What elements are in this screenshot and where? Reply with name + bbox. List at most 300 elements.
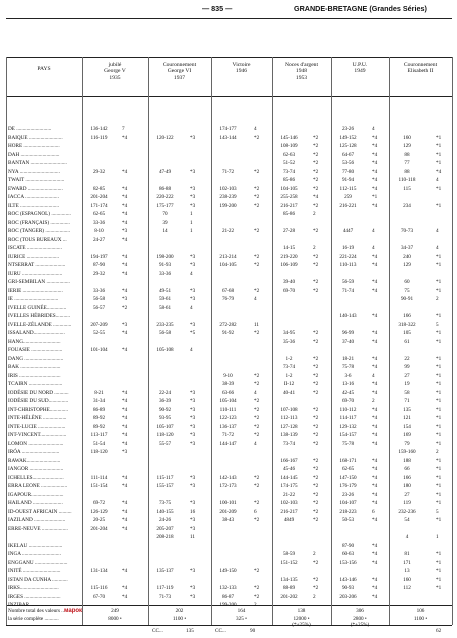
cell-value: 127-128 xyxy=(280,423,298,430)
cell-value: 216-217 xyxy=(280,202,298,209)
cell-value: 149-152 xyxy=(339,134,357,141)
cell-note: *2 xyxy=(313,338,319,345)
cell-value: 213-214 xyxy=(219,253,237,260)
cell-note: 4 xyxy=(436,228,439,234)
cell-value: 147-150 xyxy=(339,474,357,481)
series-price-col5: 2800 • xyxy=(353,616,367,622)
cell-note: *4 xyxy=(372,483,378,489)
country-name: RAWAK.......................... xyxy=(8,457,61,464)
cell-note: *3 xyxy=(190,440,196,447)
column-divider xyxy=(211,57,212,625)
cell-value: 91-94 xyxy=(341,177,355,183)
cell-note: *2 xyxy=(254,517,260,523)
cell-note: *2 xyxy=(313,483,319,489)
series-price-col4: 12000 • xyxy=(293,616,310,622)
cell-note: *3 xyxy=(190,398,196,404)
cell-value: 111-114 xyxy=(90,474,108,481)
country-name: IRÓA ............................. xyxy=(8,449,60,455)
cell-note: *1 xyxy=(436,551,442,557)
cell-note: *3 xyxy=(190,525,196,532)
page-number: — 835 — xyxy=(202,4,233,13)
cell-note: *2 xyxy=(254,194,260,200)
cell-note: *2 xyxy=(313,423,319,430)
cell-note: *4 xyxy=(122,194,128,200)
cell-note: *4 xyxy=(372,576,378,583)
country-name: INZIBAR ......................... xyxy=(8,602,63,608)
cell-value: 27 xyxy=(404,372,410,379)
cell-value: 39 xyxy=(162,219,168,226)
cell-note: *4 xyxy=(313,194,319,200)
cell-value: 51-52 xyxy=(282,160,296,166)
cell-value: 174-175 xyxy=(280,483,298,489)
cell-note: *2 xyxy=(313,177,319,183)
cell-value: 62-65 xyxy=(341,466,355,472)
country-name: IACCA .......................... xyxy=(8,194,59,200)
abbrev-col2-value: 135 xyxy=(186,628,194,634)
cell-value: 33-36 xyxy=(92,287,106,294)
cell-value: 63-66 xyxy=(221,389,235,396)
country-name: HANG............................. xyxy=(8,338,61,345)
cell-note: *4 xyxy=(122,585,128,591)
cell-note: *2 xyxy=(313,508,319,515)
country-name: DE ........................... xyxy=(8,126,52,132)
cell-note: 2 xyxy=(313,245,316,251)
country-name: IVELLE GUINÉE............... xyxy=(8,304,67,311)
cell-value: 143-146 xyxy=(339,576,357,583)
cell-note: *4 xyxy=(122,287,128,294)
cell-value: 14-15 xyxy=(282,245,296,251)
cell-value: 120-122 xyxy=(156,134,174,141)
cell-note: *1 xyxy=(436,372,442,379)
cell-note: *2 xyxy=(254,287,260,294)
cell-note: *2 xyxy=(254,330,260,336)
cell-note: *4 xyxy=(372,185,378,192)
cell-note: *2 xyxy=(254,483,260,489)
total-count-col6: 106 xyxy=(416,608,425,614)
country-name: ISSALAND........................ xyxy=(8,330,65,336)
cell-note: *4 xyxy=(372,355,378,362)
cell-value: 21-22 xyxy=(282,491,296,498)
cell-note: 4 xyxy=(372,372,375,379)
cell-note: *1 xyxy=(436,568,442,574)
cell-note: *2 xyxy=(254,398,260,404)
cell-note: 4 xyxy=(436,245,439,251)
cell-note: *4 xyxy=(122,262,128,268)
cell-note: *4 xyxy=(122,347,128,353)
cell-note: *4 xyxy=(122,432,128,438)
cell-note: *3 xyxy=(190,262,196,268)
cell-value: 102-103 xyxy=(219,185,237,192)
cell-value: 272-282 xyxy=(219,321,237,328)
cell-value: 101-104 xyxy=(90,347,108,353)
cell-value: 56-58 xyxy=(158,330,172,336)
cell-note: *2 xyxy=(313,228,319,234)
cell-note: *1 xyxy=(436,143,442,149)
cell-value: 119 xyxy=(403,500,411,506)
cell-value: 77 xyxy=(404,160,410,166)
cell-value: 194-197 xyxy=(90,253,108,260)
cell-value: 4447 xyxy=(342,228,354,234)
cell-value: 55-57 xyxy=(158,440,172,447)
cell-value: 42-45 xyxy=(341,389,355,396)
cell-value: 13-16 xyxy=(341,381,355,387)
cell-value: 121 xyxy=(403,415,411,421)
cell-note: *2 xyxy=(313,134,319,141)
cell-note: *3 xyxy=(190,253,196,260)
cell-note: *2 xyxy=(313,466,319,472)
cell-value: 129 xyxy=(403,262,411,268)
cell-value: 9-10 xyxy=(223,372,233,379)
cell-note: *1 xyxy=(436,185,442,192)
cell-value: 58-59 xyxy=(282,551,296,557)
cell-note: 11 xyxy=(190,534,195,540)
cell-value: 113-117 xyxy=(90,432,108,438)
cell-value: 85-86 xyxy=(282,211,296,217)
cell-note: *4 xyxy=(122,508,128,515)
cell-value: 218-223 xyxy=(339,508,357,515)
country-name: ENGGANU ......................... xyxy=(8,559,68,566)
cell-note: *1 xyxy=(436,576,442,583)
cell-note: *2 xyxy=(254,585,260,591)
cell-value: 86-89 xyxy=(92,406,106,413)
cell-note: *4 xyxy=(122,440,128,447)
cell-value: 23-26 xyxy=(341,126,355,132)
cell-value: 117-119 xyxy=(156,585,174,591)
cell-note: *3 xyxy=(190,432,196,438)
cell-note: *2 xyxy=(254,202,260,209)
country-name: ID-OUEST AFRICAIN .......... xyxy=(8,508,72,515)
cell-value: 73-74 xyxy=(282,168,296,175)
cell-value: 135-137 xyxy=(156,568,174,574)
cell-note: *4 xyxy=(372,177,378,183)
cell-note: *4 xyxy=(372,542,378,549)
cell-note: *3 xyxy=(190,423,196,430)
cell-note: 2 xyxy=(313,551,316,557)
cell-value: 71-72 xyxy=(221,168,235,175)
cell-value: 129 xyxy=(403,143,411,149)
header-victoire: Victoire 1946 xyxy=(232,62,251,75)
cell-value: 105-104 xyxy=(219,398,237,404)
cell-value: 96-99 xyxy=(341,330,355,336)
cell-note: *4 xyxy=(122,211,128,217)
cell-note: *4 xyxy=(372,143,378,149)
cell-note: *4 xyxy=(122,330,128,336)
header-noces-argent: Noces d'argent 1948 1953 xyxy=(284,62,319,81)
cell-value: 232-236 xyxy=(398,508,416,515)
country-name: IURICE ......................... xyxy=(8,253,60,260)
cell-value: 61 xyxy=(404,338,410,345)
cell-note: *4 xyxy=(122,500,128,506)
cell-note: *3 xyxy=(190,296,196,302)
cell-note: *2 xyxy=(313,253,319,260)
cell-note: *4 xyxy=(122,423,128,430)
cell-note: *2 xyxy=(254,228,260,234)
cell-value: 20-25 xyxy=(92,517,106,523)
cell-note: *1 xyxy=(436,440,442,447)
cell-value: 91-93 xyxy=(158,262,172,268)
cell-note: *1 xyxy=(436,491,442,498)
abbrev-col6-value: 62 xyxy=(436,628,442,634)
cell-value: 129-132 xyxy=(339,423,357,430)
cell-value: 155-157 xyxy=(156,483,174,489)
cell-value: 122-123 xyxy=(219,415,237,421)
cell-note: 4 xyxy=(254,126,257,132)
abbrev-col3-value: 90 xyxy=(250,628,256,634)
cell-value: 201-209 xyxy=(219,508,237,515)
cell-note: *4 xyxy=(122,593,128,600)
cell-value: 8-10 xyxy=(94,228,104,234)
cell-note: *4 xyxy=(122,415,128,421)
cell-note: *2 xyxy=(313,202,319,209)
cell-note: *2 xyxy=(313,364,319,370)
cell-note: *2 xyxy=(254,168,260,175)
cell-value: 144-147 xyxy=(219,440,237,447)
cell-note: *4 xyxy=(372,134,378,141)
cell-note: *2 xyxy=(254,593,260,600)
cell-value: 87-90 xyxy=(341,542,355,549)
cell-value: 110-113 xyxy=(339,262,357,268)
cell-note: *4 xyxy=(372,559,378,566)
cell-note: 4 xyxy=(254,296,257,302)
top-rule xyxy=(6,18,452,19)
cell-value: 174-177 xyxy=(219,126,237,132)
complete-series-label: la série complète ........... xyxy=(8,616,59,622)
cell-note: *4 xyxy=(372,168,378,175)
column-divider xyxy=(389,57,390,625)
cell-note: *4 xyxy=(372,440,378,447)
country-name: GRI-SEMBILAN .................. xyxy=(8,279,70,285)
cell-value: 14 xyxy=(162,228,168,234)
cell-note: 11 xyxy=(254,321,259,328)
cell-note: *2 xyxy=(254,185,260,192)
cell-note: *4 xyxy=(372,500,378,506)
cell-value: 23-26 xyxy=(341,491,355,498)
cell-value: 62-63 xyxy=(282,151,296,158)
cell-value: 105-108 xyxy=(156,347,174,353)
cell-value: 75-78 xyxy=(341,364,355,370)
cell-value: 169 xyxy=(403,432,411,438)
cell-note: *4 xyxy=(372,262,378,268)
cell-value: 50-53 xyxy=(341,517,355,523)
cell-note: *3 xyxy=(190,593,196,600)
cell-value: 118-120 xyxy=(90,449,108,455)
cell-note: *2 xyxy=(313,440,319,447)
cell-note: *3 xyxy=(190,185,196,192)
country-name: HORE ............................ xyxy=(8,143,60,149)
country-name: INTE-LUCIE ..................... xyxy=(8,423,66,430)
cell-note: *4 xyxy=(372,423,378,430)
cell-value: 67-70 xyxy=(92,593,106,600)
cell-value: 38-43 xyxy=(221,517,235,523)
country-name: ROC (ESPAGNOL) ............... xyxy=(8,211,71,217)
cell-note: *1 xyxy=(436,406,442,413)
country-name: ROC (FRANÇAIS) ............... xyxy=(8,219,70,226)
cell-note: *3 xyxy=(190,483,196,489)
country-name: IODÉSIE DU SUD............... xyxy=(8,398,69,404)
cell-value: 91-92 xyxy=(221,330,235,336)
cell-value: 71-72 xyxy=(221,432,235,438)
country-name: IGAPOUR......................... xyxy=(8,491,64,498)
cell-value: 108-109 xyxy=(280,143,298,149)
country-name: IKELAU .......................... xyxy=(8,542,63,549)
cell-note: *4 xyxy=(372,160,378,166)
country-name: LOMON ........................... xyxy=(8,440,64,447)
cell-note: *4 xyxy=(122,236,128,243)
cell-value: 88 xyxy=(404,168,410,175)
cell-value: 31-34 xyxy=(92,398,106,404)
cell-note: *2 xyxy=(313,500,319,506)
country-name: IAZILAND ........................ xyxy=(8,517,66,523)
cell-value: 104-105 xyxy=(280,185,298,192)
cell-note: *2 xyxy=(254,372,260,379)
cell-value: 24-27 xyxy=(92,236,106,243)
cell-value: 56-58 xyxy=(92,296,106,302)
cell-value: 233-235 xyxy=(156,321,174,328)
cell-value: 54 xyxy=(404,517,410,523)
cell-note: *2 xyxy=(313,287,319,294)
cell-note: *2 xyxy=(313,585,319,591)
cell-note: *1 xyxy=(436,517,442,523)
cell-value: 203-206 xyxy=(339,593,357,600)
cell-value: 234 xyxy=(403,202,411,209)
cell-value: 62-65 xyxy=(92,211,106,217)
country-name: IANGOR .......................... xyxy=(8,466,64,472)
country-name: INT-CHRISTOPHE.............. xyxy=(8,406,68,413)
cell-value: 149-150 xyxy=(219,568,237,574)
cell-note: *2 xyxy=(254,423,260,430)
cell-note: *4 xyxy=(122,389,128,396)
cell-value: 16-19 xyxy=(341,245,355,251)
country-name: IERIE ............................... xyxy=(8,287,63,294)
cell-value: 8-21 xyxy=(94,389,104,396)
cell-note: *3 xyxy=(190,568,196,574)
cell-note: *2 xyxy=(313,151,319,158)
cell-note: *4 xyxy=(122,168,128,175)
cell-value: 207-209 xyxy=(90,321,108,328)
cell-note: *3 xyxy=(190,194,196,200)
series-price-col1: 8000 • xyxy=(108,616,122,622)
cell-note: *3 xyxy=(122,228,128,234)
cell-note: *2 xyxy=(313,279,319,285)
cell-value: 70 xyxy=(162,211,168,217)
cell-note: *2 xyxy=(313,457,319,464)
cell-note: *4 xyxy=(122,253,128,260)
cell-value: 166 xyxy=(403,313,411,319)
cell-note: *3 xyxy=(190,134,196,141)
cell-value: 34-37 xyxy=(400,245,414,251)
cell-value: 1-2 xyxy=(285,355,293,362)
cell-value: 34-95 xyxy=(282,330,296,336)
series-price-col2: 1100 • xyxy=(172,616,187,622)
cell-value: 19 xyxy=(404,381,410,387)
cell-value: 159-160 xyxy=(398,449,416,455)
cell-value: 160 xyxy=(403,134,411,141)
cell-note: *2 xyxy=(313,381,319,387)
cell-value: 33-36 xyxy=(92,219,106,226)
cell-note: *2 xyxy=(254,568,260,574)
cell-value: 58 xyxy=(404,389,410,396)
cell-note: 1 xyxy=(190,228,193,234)
cell-note: 4 xyxy=(372,245,375,251)
cell-note: *4 xyxy=(372,406,378,413)
cell-value: 75 xyxy=(404,287,410,294)
cell-note: *1 xyxy=(436,474,442,481)
country-name: IODÉSIE DU NORD ........... xyxy=(8,389,69,396)
cell-note: *2 xyxy=(122,304,128,311)
cell-note: *1 xyxy=(436,338,442,345)
cell-note: *1 xyxy=(436,134,442,141)
cell-value: 198-200 xyxy=(156,253,174,260)
cell-value: 3-6 xyxy=(344,372,352,379)
cell-note: *3 xyxy=(122,296,128,302)
cell-note: *4 xyxy=(372,279,378,285)
cell-value: 143-144 xyxy=(219,134,237,141)
total-count-col3: 164 xyxy=(237,608,246,614)
cell-value: 87-90 xyxy=(92,262,106,268)
section-title: GRANDE-BRETAGNE (Grandes Séries) xyxy=(294,4,427,13)
cell-value: 85-86 xyxy=(282,177,296,183)
cell-note: 4 xyxy=(436,177,439,183)
cell-value: 118-120 xyxy=(156,432,174,438)
cell-value: 110-112 xyxy=(339,406,357,413)
cell-value: 180 xyxy=(403,483,411,489)
cell-value: 75-78 xyxy=(341,440,355,447)
cell-note: 6 xyxy=(254,508,257,515)
cell-value: 240 xyxy=(403,253,411,260)
cell-value: 67-68 xyxy=(221,287,235,294)
cell-note: *4 xyxy=(372,364,378,370)
cell-note: *4 xyxy=(122,525,128,532)
cell-value: 151-154 xyxy=(90,483,108,489)
cell-note: *2 xyxy=(313,355,319,362)
cell-note: *2 xyxy=(313,389,319,396)
cell-note: *3 xyxy=(190,321,196,328)
cell-note: *2 xyxy=(313,517,319,523)
cell-value: 166-167 xyxy=(280,457,298,464)
cell-note: *4 xyxy=(436,168,442,175)
cell-note: *4 xyxy=(122,483,128,489)
cell-value: 86-87 xyxy=(221,593,235,600)
cell-value: 238-239 xyxy=(219,194,237,200)
cell-note: *1 xyxy=(436,160,442,166)
country-name: IVELLE-ZÉLANDE .............. xyxy=(8,321,72,328)
cell-note: *1 xyxy=(436,398,442,404)
cell-note: 4 xyxy=(254,440,257,447)
cell-note: *3 xyxy=(122,321,128,328)
cell-value: 138-139 xyxy=(280,432,298,438)
cell-note: *1 xyxy=(436,279,442,285)
cell-note: 7 xyxy=(122,126,125,132)
cell-value: 73-74 xyxy=(282,440,296,447)
country-name: ICHELLES........................ xyxy=(8,474,64,481)
cell-value: 160 xyxy=(403,576,411,583)
cell-note: *1 xyxy=(436,585,442,591)
cell-value: 132-133 xyxy=(219,585,237,591)
country-name: HAILAND ....................... xyxy=(8,500,63,506)
country-name: ERRE-NEUVE .................... xyxy=(8,525,68,532)
cell-note: *4 xyxy=(122,474,128,481)
table-right-border xyxy=(452,57,453,625)
cell-value: 140-155 xyxy=(156,508,174,515)
cell-note: 4 xyxy=(372,228,375,234)
cell-note: *2 xyxy=(313,432,319,438)
cell-note: *2 xyxy=(313,474,319,481)
cell-note: *2 xyxy=(313,143,319,149)
total-count-col4: 138 xyxy=(297,608,306,614)
cell-note: *4 xyxy=(372,432,378,438)
cell-note: *3 xyxy=(190,202,196,209)
cell-note: *4 xyxy=(372,466,378,472)
